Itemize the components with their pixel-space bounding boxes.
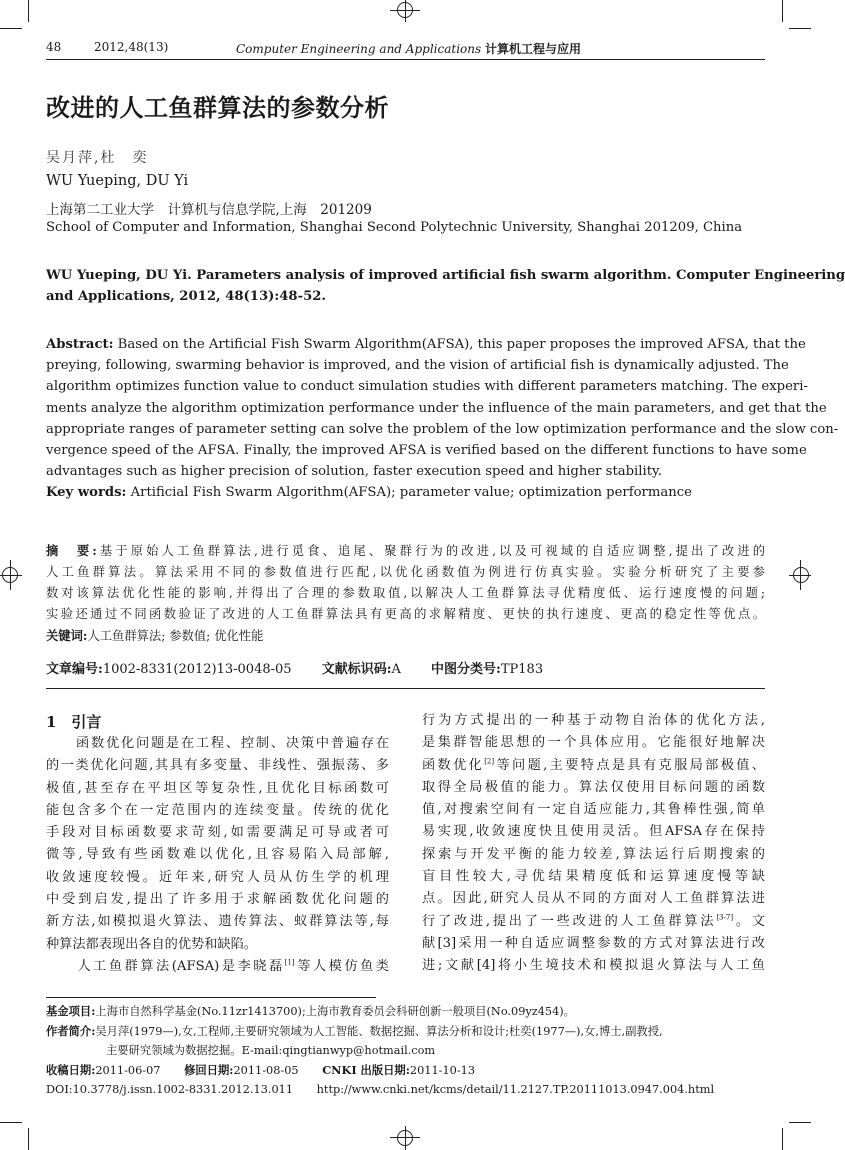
body-line: 取得全局极值的能力。算法仅使用目标问题的函数 <box>422 779 765 795</box>
body-line: 点。因此,研究人员从不同的方面对人工鱼群算法进 <box>422 891 765 907</box>
body-line: 盲目性较大,寻优结果精度低和运算速度慢等缺 <box>422 869 765 885</box>
revised-date: 2011-08-05 <box>233 1063 299 1077</box>
body-line: 新方法,如模拟退火算法、遗传算法、蚁群算法等,每 <box>46 914 389 930</box>
crop-mark-tr <box>782 0 783 22</box>
citation-line: and Applications, 2012, 48(13):48-52. <box>46 289 327 305</box>
abstract-line: vergence speed of the AFSA. Finally, the improved AFSA is verified based on the different functions to have some <box>46 443 807 459</box>
dates <box>46 1061 771 1081</box>
cnki-date: 2011-10-13 <box>409 1063 476 1077</box>
body-line: 能包含多个在一定范围内的连续变量。传统的优化 <box>46 802 389 818</box>
authors-cn: 吴月萍,杜 奕 <box>46 150 149 166</box>
paper-title: 改进的人工鱼群算法的参数分析 <box>46 93 389 122</box>
author-bio-label: 作者简介: <box>46 1023 96 1038</box>
abstract-line: advantages such as higher precision of solution, faster execution speed and higher stability. <box>46 464 662 480</box>
body-line: 行为方式提出的一种基于动物自治体的优化方法, <box>422 713 765 728</box>
affiliation-en: School of Computer and Information, Shanghai Second Polytechnic University, Shanghai 201209, China <box>46 220 743 235</box>
affiliation-cn: 上海第二工业大学 计算机与信息学院,上海 201209 <box>46 202 372 218</box>
doi[interactable]: DOI:10.3778/j.issn.1002-8331.2012.13.011 <box>46 1083 294 1096</box>
citation-ref[interactable]: [3-7] <box>716 913 734 922</box>
body-line: 进;文献[4]将小生境技术和模拟退火算法与人工鱼 <box>422 958 765 974</box>
body-line: 函数优化问题是在工程、控制、决策中普遍存在 <box>46 736 389 751</box>
crop-mark-bl-h <box>0 1122 22 1123</box>
body-line: 手段对目标函数要求苛刻,如需要满足可导或者可 <box>46 825 389 841</box>
body-line: 极值,甚至存在平坦区等复杂性,且优化目标函数可 <box>46 780 389 796</box>
citation <box>46 265 845 307</box>
author-bio: 作者简介:吴月萍(1979—),女,工程师,主要研究领域为人工智能、数据挖掘、算法分析和设计;杜奕(1977—),女,博士,副教授, <box>46 1023 663 1038</box>
class-label: 中图分类号: <box>431 662 501 677</box>
body-right-column <box>422 710 765 978</box>
registration-mark-left <box>0 560 22 590</box>
authors-en: WU Yueping, DU Yi <box>46 173 189 189</box>
cnki-label: CNKI 出版日期: <box>322 1062 410 1077</box>
section-heading: 1 引言 <box>46 713 102 731</box>
abstract-cn-line: 摘 要:基于原始人工鱼群算法,进行觅食、追尾、聚群行为的改进,以及可视域的自适应调整,提出了改进的 <box>46 543 765 558</box>
fund-label: 基金项目: <box>46 1004 96 1018</box>
cnki-url[interactable]: http://www.cnki.net/kcms/detail/11.2127.TP.20111013.0947.004.html <box>316 1083 715 1096</box>
journal-name-en: Computer Engineering and Applications <box>236 42 482 56</box>
body-line: 函数优化[2]等问题,主要特点是具有克服局部极值、 <box>422 757 765 773</box>
received-date: 2011-06-07 <box>95 1063 161 1077</box>
keywords-cn: 关键词:人工鱼群算法; 参数值; 优化性能 <box>46 628 264 643</box>
crop-mark-tl-h <box>0 28 22 29</box>
abstract-line: preying, following, swarming behavior is improved, and the vision of artificial fish is dynamically adjusted. The <box>46 358 789 374</box>
fund-info: 基金项目:上海市自然科学基金(No.11zr1413700);上海市教育委员会科研创新一般项目(No.09yz454)。 <box>46 1004 575 1018</box>
revised-label: 修回日期: <box>184 1062 234 1077</box>
body-left-column <box>46 733 389 978</box>
registration-mark-top <box>390 0 420 22</box>
section-rule <box>46 688 765 689</box>
crop-mark-bl <box>28 1128 29 1150</box>
doc-code-label: 文献标识码: <box>321 662 392 677</box>
article-info <box>46 658 543 677</box>
abstract-cn-line: 实验还通过不同函数验证了改进的人工鱼群算法具有更高的求解精度、更快的执行速度、更高的稳定性等优点。 <box>46 607 765 621</box>
keywords-label: Key words: <box>46 485 127 501</box>
footnote-rule <box>46 997 376 998</box>
body-line: 人工鱼群算法(AFSA)是李晓磊[1]等人模仿鱼类 <box>46 958 389 974</box>
page-number: 48 <box>46 40 62 54</box>
doc-code: A <box>391 662 401 677</box>
article-id-label: 文章编号: <box>46 662 103 677</box>
body-line: 微等,导致有些函数难以优化,且容易陷入局部解, <box>46 847 389 863</box>
abstract-line: algorithm optimizes function value to conduct simulation studies with different parameters matching. The experi- <box>46 379 808 395</box>
footnotes <box>46 1002 771 1100</box>
abstract-cn <box>46 540 765 647</box>
class-number: TP183 <box>500 662 544 677</box>
doi-line <box>46 1080 771 1100</box>
crop-mark-br-h <box>789 1122 811 1123</box>
body-line: 种算法都表现出各自的优势和缺陷。 <box>46 936 257 952</box>
body-line: 易实现,收敛速度快且使用灵活。但AFSA存在保持 <box>422 824 765 840</box>
abstract-label: Abstract: <box>46 337 114 352</box>
body-line: 值,对搜索空间有一定自适应能力,其鲁棒性强,简单 <box>422 802 765 818</box>
journal-name <box>236 40 581 57</box>
abstract-cn-line: 人工鱼群算法。算法采用不同的参数值进行匹配,以优化函数值为例进行仿真实验。实验分析研究了主要参 <box>46 565 765 579</box>
crop-mark-tr-h <box>789 28 811 29</box>
journal-name-cn: 计算机工程与应用 <box>484 42 581 56</box>
registration-mark-bottom <box>390 1126 420 1150</box>
issue-info: 2012,48(13) <box>94 40 169 54</box>
keywords-cn-label: 关键词: <box>46 628 88 643</box>
body-line: 探索与开发平衡的能力较差,算法运行后期搜索的 <box>422 846 765 862</box>
body-line: 是集群智能思想的一个具体应用。它能很好地解决 <box>422 735 765 751</box>
abstract-line: ments analyze the algorithm optimization performance under the influence of the main parameters, and get that the <box>46 400 827 416</box>
body-line: 献[3]采用一种自适应调整参数的方式对算法进行改 <box>422 935 765 951</box>
citation-ref[interactable]: [1] <box>284 958 295 967</box>
abstract-cn-label: 摘 要: <box>46 543 97 558</box>
abstract-line: appropriate ranges of parameter setting can solve the problem of the low optimization performance and the slow con- <box>46 421 839 437</box>
citation-ref[interactable]: [2] <box>484 757 495 766</box>
body-line: 行了改进,提出了一些改进的人工鱼群算法[3-7]。文 <box>422 913 765 929</box>
crop-mark-br <box>782 1128 783 1150</box>
abstract-line: Abstract: Based on the Artificial Fish Swarm Algorithm(AFSA), this paper proposes the improved AFSA, that the <box>46 337 806 352</box>
body-line: 收敛速度较慢。近年来,研究人员从仿生学的机理 <box>46 869 389 885</box>
body-line: 的一类优化问题,其具有多变量、非线性、强振荡、多 <box>46 758 389 774</box>
citation-line: WU Yueping, DU Yi. Parameters analysis of improved artificial fish swarm algorithm. Computer Engineering <box>46 268 845 283</box>
article-id: 1002-8331(2012)13-0048-05 <box>102 662 292 677</box>
header-rule <box>46 59 765 60</box>
crop-mark-tl <box>28 0 29 22</box>
author-bio-cont: 主要研究领域为数据挖掘。E-mail:qingtianwyp@hotmail.com <box>106 1044 436 1057</box>
received-label: 收稿日期: <box>46 1062 96 1077</box>
abstract-cn-line: 数对该算法优化性能的影响,并得出了合理的参数取值,以解决人工鱼群算法寻优精度低、运行速度慢的问题; <box>46 586 765 600</box>
abstract-en <box>46 334 839 504</box>
registration-mark-right <box>789 560 811 590</box>
keywords-en: Key words: Artificial Fish Swarm Algorithm(AFSA); parameter value; optimization performance <box>46 485 692 501</box>
body-line: 中受到启发,提出了许多用于求解函数优化问题的 <box>46 892 389 908</box>
